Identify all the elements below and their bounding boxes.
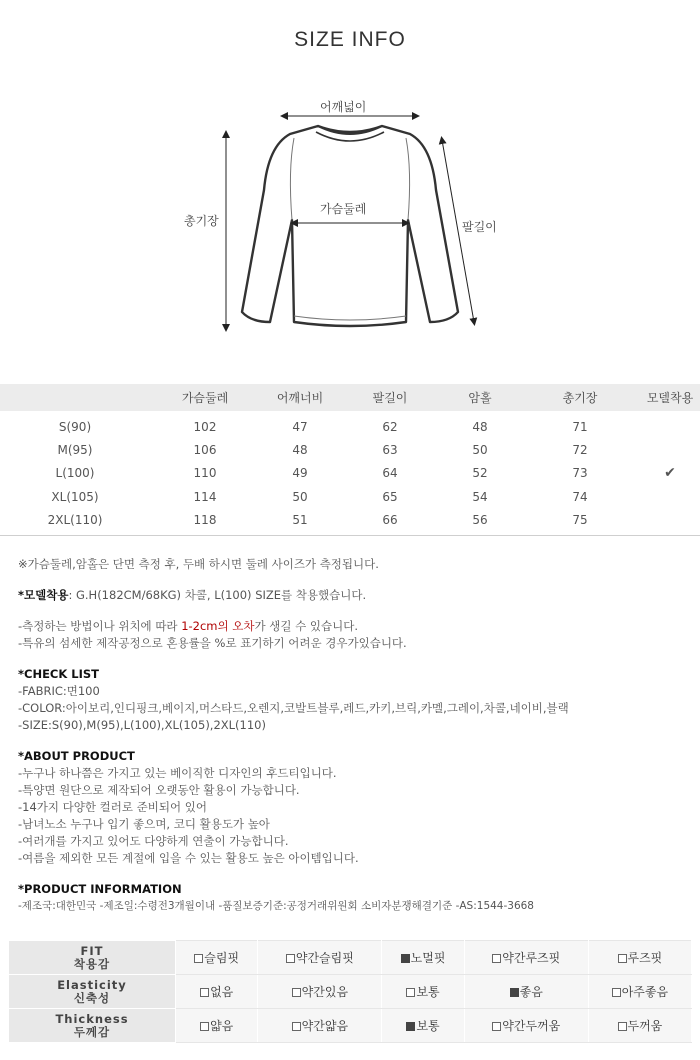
- option-label: 노멀핏: [410, 951, 446, 965]
- option-label: 약간두꺼움: [502, 1019, 561, 1033]
- length-cell: 75: [572, 512, 588, 527]
- sleeve-cell: 62: [382, 419, 398, 434]
- thickness-row: [9, 1009, 692, 1043]
- header-shoulder: 어깨너비: [276, 391, 324, 405]
- size-table: [0, 384, 700, 536]
- list-item: -COLOR:아이보리,인디핑크,베이지,머스타드,오렌지,코발트블루,레드,카키,브릭,카멜,그레이,차콜,네이비,블랙: [18, 701, 569, 715]
- shoulder-cell: 49: [292, 466, 308, 481]
- shoulder-label: 어깨넓이: [320, 100, 367, 114]
- option-label: 보통: [416, 1019, 440, 1033]
- armhole-cell: 52: [472, 466, 488, 481]
- option-cell: [464, 975, 588, 1009]
- option-cell: [258, 941, 382, 975]
- header-armhole: 암홀: [468, 391, 492, 405]
- option-cell: [176, 975, 258, 1009]
- unchecked-box-icon: [492, 1022, 501, 1031]
- sleeve-cell: 63: [382, 442, 398, 457]
- attribute-label: [9, 1009, 176, 1043]
- size-cell: S(90): [58, 419, 92, 434]
- option-label: 슬림핏: [204, 951, 240, 965]
- sleeve-cell: 66: [382, 512, 398, 527]
- size-table-header: [0, 384, 700, 411]
- fabric-note: -특유의 섬세한 제작공정으로 혼용률을 %로 표기하기 어려운 경우가있습니다.: [18, 636, 407, 650]
- option-cell: [382, 1009, 464, 1043]
- list-item: -여름을 제외한 모든 계절에 입을 수 있는 활용도 높은 아이템입니다.: [18, 851, 359, 865]
- unchecked-box-icon: [286, 954, 295, 963]
- unchecked-box-icon: [200, 988, 209, 997]
- chest-label: 가슴둘레: [320, 202, 367, 216]
- armhole-cell: 56: [472, 512, 488, 527]
- option-label: 두꺼움: [627, 1019, 663, 1033]
- attribute-label-en: Elasticity: [57, 977, 127, 992]
- header-length: 총기장: [562, 391, 598, 405]
- fit-row: [9, 941, 692, 975]
- sleeve-label: 팔길이: [462, 220, 497, 234]
- list-item: -남녀노소 누구나 입기 좋으며, 코디 활용도가 높아: [18, 817, 270, 831]
- attribute-label: [9, 941, 176, 975]
- model-cell: [640, 509, 700, 536]
- unchecked-box-icon: [492, 954, 501, 963]
- header-size: [0, 384, 150, 411]
- option-label: 약간루즈핏: [502, 951, 561, 965]
- option-cell: [588, 941, 691, 975]
- option-cell: [258, 975, 382, 1009]
- model-cell: [640, 438, 700, 462]
- model-text: : G.H(182CM/68KG) 차콜, L(100) SIZE를 착용했습니다.: [68, 588, 367, 602]
- sleeve-cell: 65: [382, 489, 398, 504]
- check-list-heading: *CHECK LIST: [18, 667, 100, 681]
- option-cell: [464, 941, 588, 975]
- length-cell: 72: [572, 442, 588, 457]
- option-cell: [382, 975, 464, 1009]
- shoulder-cell: 47: [292, 419, 308, 434]
- chest-cell: 114: [193, 489, 217, 504]
- unchecked-box-icon: [292, 1022, 301, 1031]
- page-title: SIZE INFO: [294, 28, 406, 51]
- option-label: 없음: [210, 985, 234, 999]
- option-label: 약간슬림핏: [295, 951, 354, 965]
- error-highlight: 1-2cm의 오차: [181, 619, 255, 633]
- unchecked-box-icon: [194, 954, 203, 963]
- list-item: -FABRIC:면100: [18, 684, 100, 698]
- measure-note: ※가슴둘레,암홀은 단면 측정 후, 두배 하시면 둘레 사이즈가 측정됩니다.: [18, 557, 379, 571]
- attribute-label-ko: 두께감: [73, 1024, 111, 1039]
- product-info-line: -제조국:대한민국 -제조일:수령전3개월이내 -품질보증기준:공정거래위원회 소비자분쟁해결기준 -AS:1544-3668: [18, 900, 534, 912]
- shoulder-cell: 51: [292, 512, 308, 527]
- chest-cell: 106: [193, 442, 217, 457]
- checked-box-icon: [401, 954, 410, 963]
- about-product-heading: *ABOUT PRODUCT: [18, 749, 135, 763]
- option-label: 얇음: [210, 1019, 234, 1033]
- option-label: 약간있음: [301, 985, 349, 999]
- length-cell: 73: [572, 466, 588, 481]
- option-cell: [464, 1009, 588, 1043]
- unchecked-box-icon: [618, 954, 627, 963]
- product-info-heading: *PRODUCT INFORMATION: [18, 882, 182, 896]
- model-check-icon: ✔: [664, 465, 676, 482]
- list-item: -여러개를 가지고 있어도 다양하게 연출이 가능합니다.: [18, 834, 289, 848]
- option-cell: [382, 941, 464, 975]
- unchecked-box-icon: [406, 988, 415, 997]
- list-item: -14가지 다양한 컬러로 준비되어 있어: [18, 800, 207, 814]
- table-row: [0, 411, 700, 438]
- armhole-cell: 50: [472, 442, 488, 457]
- table-row: [0, 485, 700, 509]
- armhole-cell: 54: [472, 489, 488, 504]
- option-label: 아주좋음: [621, 985, 669, 999]
- length-cell: 74: [572, 489, 588, 504]
- checked-box-icon: [406, 1022, 415, 1031]
- error-pre: -측정하는 방법이나 위치에 따라: [18, 619, 182, 633]
- option-cell: [588, 975, 691, 1009]
- unchecked-box-icon: [618, 1022, 627, 1031]
- chest-cell: 110: [193, 466, 217, 481]
- shoulder-cell: 48: [292, 442, 308, 457]
- attribute-label-en: FIT: [80, 943, 104, 958]
- size-cell: 2XL(110): [47, 512, 103, 527]
- list-item: -누구나 하나쯤은 가지고 있는 베이직한 디자인의 후드티입니다.: [18, 766, 337, 780]
- list-item: -특양면 원단으로 제작되어 오랫동안 활용이 가능합니다.: [18, 783, 300, 797]
- error-note: [18, 618, 688, 635]
- option-cell: [258, 1009, 382, 1043]
- option-label: 보통: [416, 985, 440, 999]
- garment-diagram: [170, 90, 530, 340]
- option-label: 루즈핏: [627, 951, 663, 965]
- option-cell: [176, 941, 258, 975]
- model-heading: *모델착용: [18, 588, 69, 602]
- checked-box-icon: [510, 988, 519, 997]
- chest-cell: 102: [193, 419, 217, 434]
- armhole-cell: 48: [472, 419, 488, 434]
- size-cell: M(95): [57, 442, 93, 457]
- length-label: 총기장: [184, 214, 219, 228]
- model-note: [18, 587, 688, 604]
- list-item: -SIZE:S(90),M(95),L(100),XL(105),2XL(110): [18, 718, 266, 732]
- option-cell: [176, 1009, 258, 1043]
- length-cell: 71: [572, 419, 588, 434]
- unchecked-box-icon: [292, 988, 301, 997]
- attribute-label: [9, 975, 176, 1009]
- product-notes: [18, 556, 688, 915]
- attribute-label-ko: 신축성: [73, 990, 111, 1005]
- size-cell: XL(105): [51, 489, 99, 504]
- option-label: 약간얇음: [301, 1019, 349, 1033]
- attribute-label-en: Thickness: [55, 1011, 129, 1026]
- unchecked-box-icon: [612, 988, 621, 997]
- table-row: [0, 509, 700, 536]
- header-sleeve: 팔길이: [372, 391, 408, 405]
- option-label: 좋음: [519, 985, 543, 999]
- option-cell: [588, 1009, 691, 1043]
- model-cell: [640, 485, 700, 509]
- fit-table: [8, 940, 692, 1043]
- unchecked-box-icon: [200, 1022, 209, 1031]
- shoulder-cell: 50: [292, 489, 308, 504]
- table-row: [0, 438, 700, 462]
- header-model: 모델착용: [646, 391, 694, 405]
- elasticity-row: [9, 975, 692, 1009]
- sleeve-cell: 64: [382, 466, 398, 481]
- header-chest: 가슴둘레: [181, 391, 229, 405]
- error-post: 가 생길 수 있습니다.: [254, 619, 358, 633]
- model-cell: [640, 411, 700, 438]
- table-row: [0, 462, 700, 486]
- chest-cell: 118: [193, 512, 217, 527]
- attribute-label-ko: 착용감: [73, 956, 111, 971]
- size-cell: L(100): [55, 466, 95, 481]
